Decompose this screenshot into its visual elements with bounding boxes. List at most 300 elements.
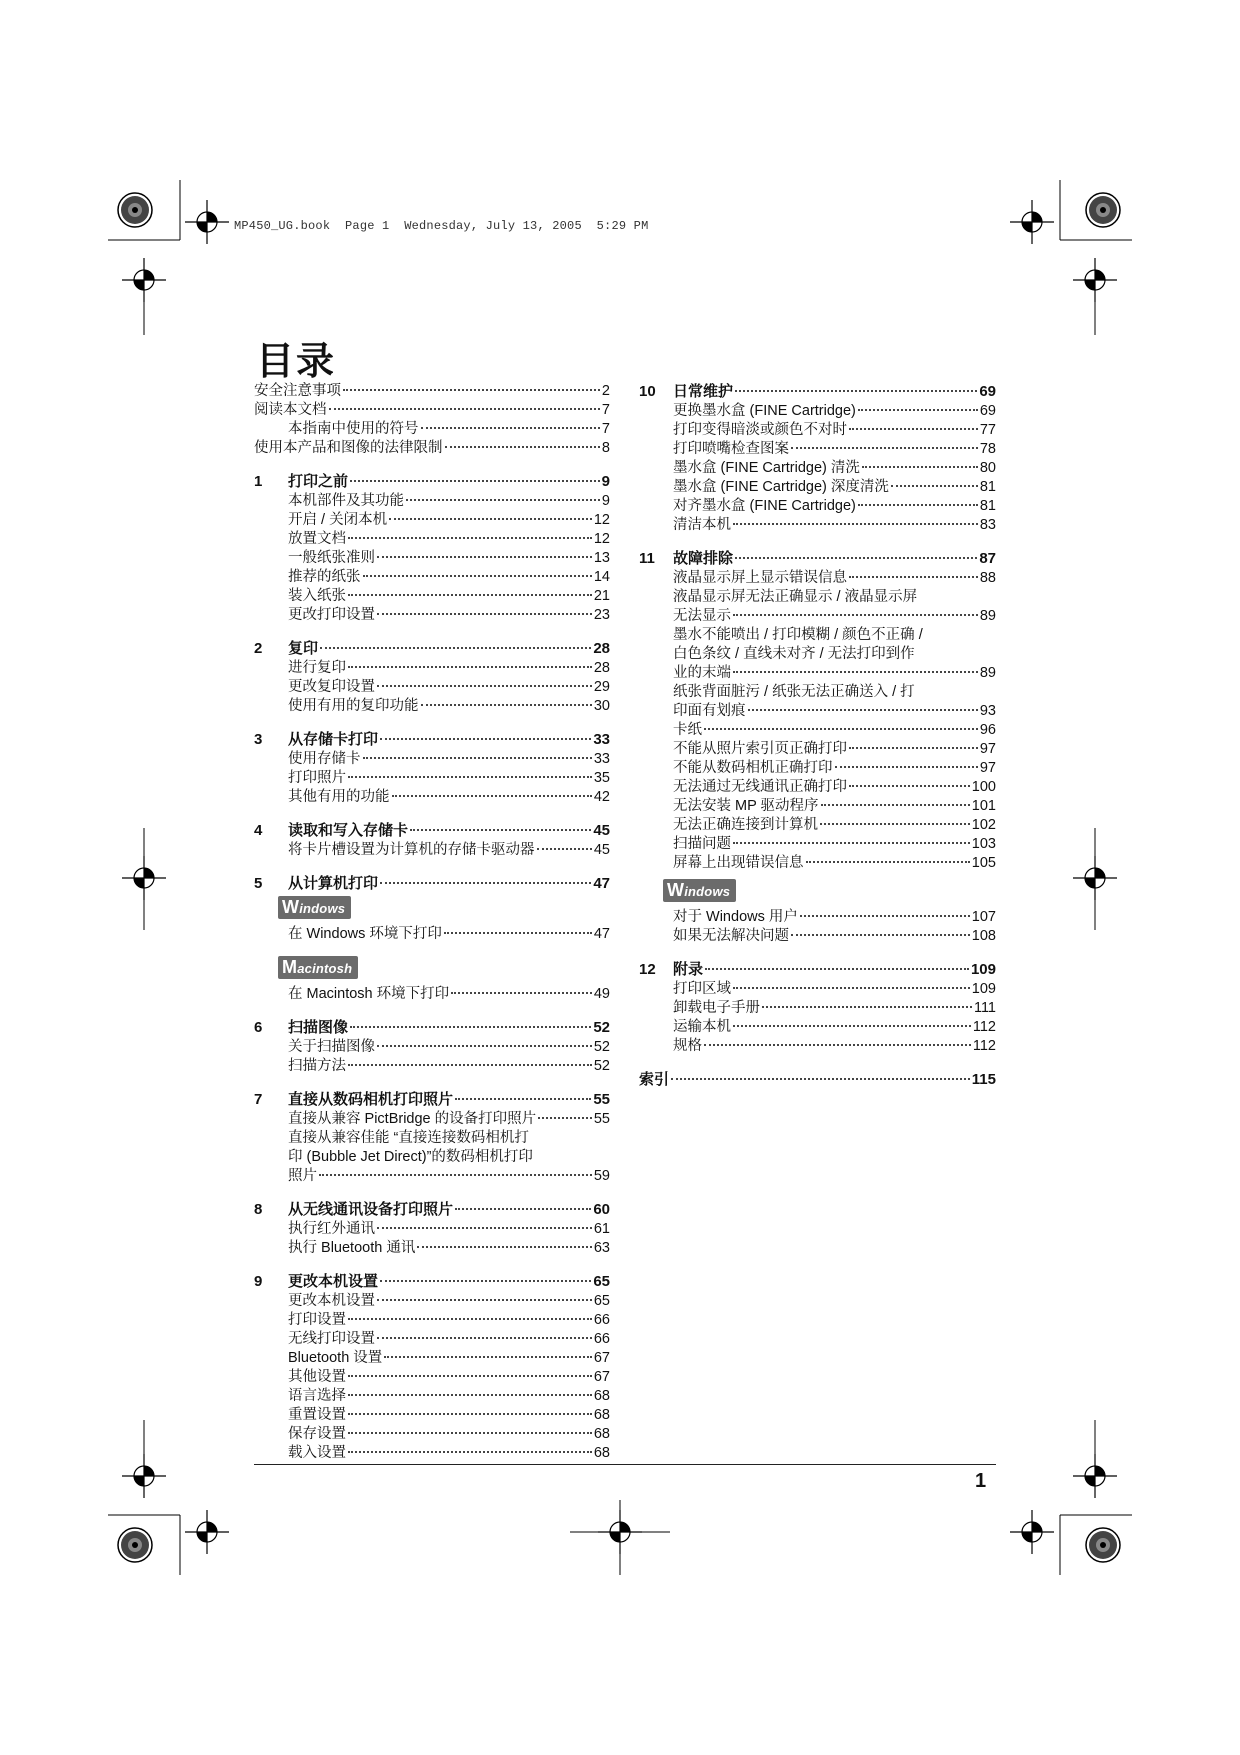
toc-entry[interactable] — [639, 1018, 996, 1037]
page-ref: 21 — [593, 588, 610, 604]
page-ref: 42 — [593, 789, 610, 805]
page-ref: 30 — [593, 698, 610, 714]
toc-entry[interactable] — [639, 497, 996, 516]
toc-chapter-7[interactable]: 7 直接从数码相机打印照片 55 — [254, 1091, 610, 1108]
page-ref: 65 — [593, 1293, 610, 1309]
windows-badge: Windows — [663, 879, 736, 902]
registration-wheel-icon — [118, 1528, 152, 1562]
leader-dots — [858, 504, 978, 506]
leader-dots — [389, 518, 592, 520]
page-ref: 14 — [593, 569, 610, 585]
page-ref: 28 — [593, 640, 610, 657]
entry-label: 无线打印设置 — [288, 1331, 375, 1347]
leader-dots — [791, 447, 978, 449]
leader-dots — [849, 747, 978, 749]
entry-label: 无法安装 MP 驱动程序 — [673, 798, 819, 814]
toc-chapter-6[interactable] — [254, 1018, 610, 1038]
page-ref: 108 — [971, 928, 996, 944]
toc-entry-line: 直接从兼容佳能 “直接连接数码相机打 — [288, 1130, 529, 1146]
toc-entry[interactable] — [639, 459, 996, 478]
page-ref: 7 — [601, 402, 610, 418]
leader-dots — [862, 466, 978, 468]
toc-index[interactable]: 索引 115 — [639, 1071, 996, 1088]
toc-entry[interactable] — [639, 778, 996, 797]
entry-label: 执行红外通讯 — [288, 1221, 375, 1237]
entry-label: 打印区域 — [673, 981, 731, 997]
toc-entry[interactable] — [639, 816, 996, 835]
entry-label: 卡纸 — [673, 722, 702, 738]
toc-entry[interactable] — [254, 1038, 610, 1057]
entry-label: Bluetooth 设置 — [288, 1350, 383, 1366]
toc-right-column — [639, 382, 996, 1090]
entry-label: 对齐墨水盒 (FINE Cartridge) — [673, 498, 856, 514]
leader-dots — [377, 556, 592, 558]
entry-label: 无法通过无线通讯正确打印 — [673, 779, 847, 795]
entry-label: 打印喷嘴检查图案 — [673, 441, 789, 457]
toc-entry[interactable]: 照片 59 — [288, 1168, 610, 1184]
entry-label: 一般纸张准则 — [288, 550, 375, 566]
leader-dots — [348, 1318, 592, 1320]
leader-dots — [380, 1280, 591, 1282]
page-ref: 107 — [971, 909, 996, 925]
page-title: 目录 — [256, 341, 337, 383]
toc-chapter-9[interactable] — [254, 1272, 610, 1292]
toc-entry[interactable] — [254, 1330, 610, 1349]
entry-label: 从无线通讯设备打印照片 — [288, 1201, 454, 1218]
entry-label: 更换墨水盒 (FINE Cartridge) — [673, 403, 856, 419]
leader-dots — [348, 666, 592, 668]
leader-dots — [377, 1337, 592, 1339]
leader-dots — [820, 823, 970, 825]
entry-label: 语言选择 — [288, 1388, 346, 1404]
entry-label: 扫描问题 — [673, 836, 731, 852]
page-ref: 68 — [593, 1445, 610, 1461]
page-ref: 52 — [593, 1058, 610, 1074]
toc-entry[interactable] — [254, 1292, 610, 1311]
toc-entry[interactable]: 直接从兼容 PictBridge 的设备打印照片 55 — [288, 1111, 610, 1127]
entry-label: 其他设置 — [288, 1369, 346, 1385]
toc-chapter-10 — [639, 382, 996, 535]
leader-dots — [377, 1045, 592, 1047]
entry-label: 墨水盒 (FINE Cartridge) 深度清洗 — [673, 479, 889, 495]
leader-dots — [350, 1026, 591, 1028]
entry-label: 如果无法解决问题 — [673, 928, 789, 944]
chapter-number: 9 — [254, 1273, 263, 1290]
toc-entry[interactable] — [639, 478, 996, 497]
entry-label: 开启 / 关闭本机 — [288, 512, 388, 528]
toc-entry[interactable] — [254, 401, 610, 420]
toc-entry[interactable] — [254, 1368, 610, 1387]
toc-entry[interactable] — [254, 1239, 610, 1258]
entry-label: 读取和写入存储卡 — [288, 822, 409, 839]
page-ref: 12 — [593, 531, 610, 547]
page-ref: 13 — [593, 550, 610, 566]
crosshair-icon — [1010, 1510, 1054, 1554]
toc-chapter-5[interactable] — [254, 874, 610, 894]
leader-dots — [455, 1208, 591, 1210]
crosshair-icon — [122, 1454, 166, 1498]
entry-label: 更改本机设置 — [288, 1273, 379, 1290]
toc-entry[interactable] — [254, 1349, 610, 1368]
entry-label: 打印设置 — [288, 1312, 346, 1328]
leader-dots — [849, 428, 978, 430]
leader-dots — [350, 480, 600, 482]
toc-entry[interactable] — [639, 1037, 996, 1056]
entry-label: 不能从数码相机正确打印 — [673, 760, 833, 776]
registration-wheel-icon — [118, 193, 152, 227]
entry-label: 保存设置 — [288, 1426, 346, 1442]
toc-entry[interactable] — [254, 1387, 610, 1406]
leader-dots — [377, 1299, 592, 1301]
leader-dots — [348, 594, 592, 596]
page-ref: 112 — [972, 1019, 996, 1035]
entry-label: 无法正确连接到计算机 — [673, 817, 818, 833]
entry-label: 打印照片 — [288, 770, 346, 786]
leader-dots — [348, 1413, 592, 1415]
leader-dots — [377, 685, 592, 687]
entry-label: 使用存储卡 — [288, 751, 361, 767]
page-number: 1 — [975, 1470, 987, 1492]
toc-entry[interactable] — [254, 697, 610, 716]
toc-chapter-11[interactable]: 11 故障排除 87 — [639, 550, 996, 567]
crosshair-icon — [1073, 1454, 1117, 1498]
toc-chapters-1 — [254, 472, 610, 894]
toc-chapter-12 — [639, 960, 996, 1056]
chapter-number: 3 — [254, 731, 263, 748]
page-ref: 9 — [601, 493, 610, 509]
toc-entry[interactable] — [254, 1311, 610, 1330]
page-ref: 69 — [979, 383, 996, 400]
page-ref: 101 — [971, 798, 996, 814]
page-ref: 45 — [593, 822, 610, 839]
page-ref: 100 — [971, 779, 996, 795]
toc-chapter-4[interactable] — [254, 821, 610, 841]
chapter-number: 1 — [254, 473, 263, 490]
leader-dots — [421, 427, 600, 429]
toc-entry[interactable] — [254, 841, 610, 860]
page-ref: 111 — [973, 1000, 996, 1016]
leader-dots — [762, 1006, 972, 1008]
toc-entry[interactable] — [254, 1425, 610, 1444]
entry-label: 规格 — [673, 1038, 702, 1054]
entry-label: 卸载电子手册 — [673, 1000, 760, 1016]
entry-label: 阅读本文档 — [254, 402, 327, 418]
toc-entry[interactable] — [639, 999, 996, 1018]
toc-entry[interactable] — [254, 788, 610, 807]
page-ref: 68 — [593, 1426, 610, 1442]
page-ref: 60 — [593, 1201, 610, 1218]
toc-entry-line: 纸张背面脏污 / 纸张无法正确送入 / 打 — [673, 684, 915, 700]
page-ref: 67 — [593, 1369, 610, 1385]
leader-dots — [377, 613, 592, 615]
toc-entry[interactable] — [254, 549, 610, 568]
page-ref: 105 — [971, 855, 996, 871]
page-ref: 23 — [593, 607, 610, 623]
leader-dots — [417, 1246, 592, 1248]
toc-entry[interactable] — [254, 1406, 610, 1425]
page-ref: 102 — [971, 817, 996, 833]
toc-entry[interactable] — [639, 835, 996, 854]
leader-dots — [406, 499, 600, 501]
page-ref: 81 — [979, 498, 996, 514]
leader-dots — [835, 766, 978, 768]
toc-entry[interactable]: 业的末端 89 — [673, 665, 996, 681]
page-ref: 2 — [601, 383, 610, 399]
leader-dots — [348, 1451, 592, 1453]
toc-chapter-2[interactable] — [254, 639, 610, 659]
toc-entry[interactable] — [254, 382, 610, 401]
leader-dots — [348, 1432, 592, 1434]
page-ref: 28 — [593, 660, 610, 676]
leader-dots — [377, 1227, 592, 1229]
toc-entry[interactable] — [254, 659, 610, 678]
entry-label: 重置设置 — [288, 1407, 346, 1423]
crosshair-icon — [1073, 258, 1117, 302]
page-ref: 97 — [979, 760, 996, 776]
leader-dots — [733, 987, 970, 989]
leader-dots — [348, 537, 592, 539]
toc-entry[interactable]: 在 Macintosh 环境下打印 49 — [288, 986, 610, 1002]
chapter-number: 6 — [254, 1019, 263, 1036]
toc-chapters-3 — [254, 1200, 610, 1477]
page-ref: 9 — [601, 473, 610, 490]
leader-dots — [733, 842, 970, 844]
entry-label: 本指南中使用的符号 — [288, 421, 419, 437]
page-ref: 66 — [593, 1331, 610, 1347]
page-ref: 78 — [979, 441, 996, 457]
toc-entry[interactable] — [639, 759, 996, 778]
entry-label: 进行复印 — [288, 660, 346, 676]
toc-entry[interactable] — [639, 908, 996, 927]
toc-chapter-10[interactable] — [639, 382, 996, 402]
toc-chapters-2 — [254, 1018, 610, 1090]
page-ref: 109 — [970, 961, 996, 978]
leader-dots — [380, 882, 591, 884]
toc-entry[interactable] — [254, 511, 610, 530]
entry-label: 推荐的纸张 — [288, 569, 361, 585]
page-ref: 66 — [593, 1312, 610, 1328]
entry-label: 安全注意事项 — [254, 383, 341, 399]
entry-label: 清洁本机 — [673, 517, 731, 533]
entry-label: 载入设置 — [288, 1445, 346, 1461]
entry-label: 放置文档 — [288, 531, 346, 547]
leader-dots — [537, 848, 592, 850]
toc-entry[interactable] — [254, 568, 610, 587]
page-ref: 35 — [593, 770, 610, 786]
leader-dots — [849, 785, 970, 787]
chapter-number: 8 — [254, 1201, 263, 1218]
leader-dots — [363, 575, 592, 577]
toc-entry[interactable] — [254, 769, 610, 788]
page-ref: 81 — [979, 479, 996, 495]
toc-entry[interactable] — [639, 516, 996, 535]
leader-dots — [348, 1394, 592, 1396]
entry-label: 使用本产品和图像的法律限制 — [254, 440, 443, 456]
crosshair-icon — [185, 1510, 229, 1554]
toc-chapter-8[interactable] — [254, 1200, 610, 1220]
entry-label: 其他有用的功能 — [288, 789, 390, 805]
entry-label: 日常维护 — [673, 383, 734, 400]
toc-entry[interactable] — [639, 721, 996, 740]
page-ref: 96 — [979, 722, 996, 738]
toc-entry[interactable] — [639, 421, 996, 440]
toc-entry[interactable] — [639, 854, 996, 873]
page-ref: 61 — [593, 1221, 610, 1237]
footer-rule — [254, 1464, 996, 1465]
leader-dots — [348, 1375, 592, 1377]
page-ref: 12 — [593, 512, 610, 528]
toc-entry[interactable] — [254, 587, 610, 606]
entry-label: 使用有用的复印功能 — [288, 698, 419, 714]
entry-label: 不能从照片索引页正确打印 — [673, 741, 847, 757]
page-ref: 80 — [979, 460, 996, 476]
entry-label: 执行 Bluetooth 通讯 — [288, 1240, 416, 1256]
leader-dots — [320, 647, 591, 649]
leader-dots — [421, 704, 592, 706]
toc-entry[interactable]: 无法显示 89 — [673, 608, 996, 624]
page-ref: 103 — [971, 836, 996, 852]
leader-dots — [704, 728, 978, 730]
toc-entry[interactable]: 印面有划痕 93 — [673, 703, 996, 719]
toc-chapter-3[interactable] — [254, 730, 610, 750]
leader-dots — [704, 1044, 971, 1046]
entry-label: 附录 — [673, 961, 704, 978]
page-ref: 33 — [593, 731, 610, 748]
page-ref: 77 — [979, 422, 996, 438]
crosshair-icon — [1010, 200, 1054, 244]
toc-entry[interactable] — [254, 750, 610, 769]
page-ref: 67 — [593, 1350, 610, 1366]
toc-entry[interactable] — [254, 678, 610, 697]
toc-entry-line: 印 (Bubble Jet Direct)”的数码相机打印 — [288, 1149, 533, 1165]
leader-dots — [705, 968, 969, 970]
page-ref: 83 — [979, 517, 996, 533]
page-ref: 109 — [971, 981, 996, 997]
chapter-number: 4 — [254, 822, 263, 839]
page-ref: 69 — [979, 403, 996, 419]
toc-entry-line: 白色条纹 / 直线未对齐 / 无法打印到作 — [673, 646, 915, 662]
toc-entry[interactable] — [254, 530, 610, 549]
toc-left-column — [254, 382, 610, 1477]
page-ref: 52 — [593, 1019, 610, 1036]
toc-entry-line: 液晶显示屏无法正确显示 / 液晶显示屏 — [673, 589, 918, 605]
page-ref: 8 — [601, 440, 610, 456]
page-ref: 112 — [972, 1038, 996, 1054]
leader-dots — [348, 1064, 592, 1066]
toc-entry[interactable] — [254, 492, 610, 511]
entry-label: 从计算机打印 — [288, 875, 379, 892]
entry-label: 屏幕上出现错误信息 — [673, 855, 804, 871]
leader-dots — [858, 409, 978, 411]
toc-entry[interactable] — [254, 420, 610, 439]
windows-badge: Windows — [278, 896, 351, 919]
toc-entry[interactable] — [639, 797, 996, 816]
toc-entry[interactable] — [254, 1444, 610, 1463]
leader-dots — [329, 408, 600, 410]
leader-dots — [384, 1356, 592, 1358]
toc-intro — [254, 382, 610, 458]
toc-entry[interactable] — [639, 927, 996, 946]
toc-entry[interactable] — [639, 440, 996, 459]
entry-label: 关于扫描图像 — [288, 1039, 375, 1055]
entry-label: 将卡片槽设置为计算机的存储卡驱动器 — [288, 842, 535, 858]
entry-label: 运输本机 — [673, 1019, 731, 1035]
entry-label: 墨水盒 (FINE Cartridge) 清洗 — [673, 460, 860, 476]
registration-wheel-icon — [1086, 193, 1120, 227]
chapter-number: 5 — [254, 875, 263, 892]
toc-entry[interactable] — [254, 439, 610, 458]
toc-entry[interactable] — [639, 980, 996, 999]
leader-dots — [380, 738, 591, 740]
entry-label: 复印 — [288, 640, 319, 657]
toc-entry-line: 墨水不能喷出 / 打印模糊 / 颜色不正确 / — [673, 627, 923, 643]
page-ref: 52 — [593, 1039, 610, 1055]
entry-label: 打印变得暗淡或颜色不对时 — [673, 422, 847, 438]
entry-label: 更改复印设置 — [288, 679, 375, 695]
leader-dots — [733, 523, 978, 525]
chapter-number: 12 — [639, 961, 656, 978]
chapter-number: 2 — [254, 640, 263, 657]
entry-label: 装入纸张 — [288, 588, 346, 604]
leader-dots — [445, 446, 600, 448]
page-ref: 45 — [593, 842, 610, 858]
page-ref: 68 — [593, 1407, 610, 1423]
leader-dots — [343, 389, 600, 391]
leader-dots — [891, 485, 978, 487]
toc-chapter-1[interactable] — [254, 472, 610, 492]
toc-entry[interactable] — [254, 606, 610, 625]
toc-entry[interactable] — [254, 1057, 610, 1076]
crosshair-icon — [185, 200, 229, 244]
toc-chapter-12[interactable] — [639, 960, 996, 980]
page-ref: 65 — [593, 1273, 610, 1290]
leader-dots — [410, 829, 591, 831]
entry-label: 本机部件及其功能 — [288, 493, 404, 509]
crosshair-icon — [122, 258, 166, 302]
print-header: MP450_UG.book Page 1 Wednesday, July 13, 2005 5:29 PM — [234, 219, 649, 233]
page-ref: 68 — [593, 1388, 610, 1404]
entry-label: 扫描图像 — [288, 1019, 349, 1036]
toc-entry[interactable]: 液晶显示屏上显示错误信息 88 — [673, 570, 996, 586]
entry-label: 从存储卡打印 — [288, 731, 379, 748]
toc-entry[interactable]: 在 Windows 环境下打印 47 — [288, 926, 610, 942]
leader-dots — [363, 757, 592, 759]
page-ref: 97 — [979, 741, 996, 757]
macintosh-badge: Macintosh — [278, 956, 358, 979]
page-ref: 47 — [593, 875, 610, 892]
leader-dots — [392, 795, 592, 797]
toc-entry[interactable] — [639, 402, 996, 421]
leader-dots — [733, 1025, 971, 1027]
leader-dots — [735, 390, 977, 392]
chapter-number: 10 — [639, 383, 656, 400]
leader-dots — [791, 934, 970, 936]
leader-dots — [806, 861, 970, 863]
registration-wheel-icon — [1086, 1528, 1120, 1562]
page-ref: 63 — [593, 1240, 610, 1256]
toc-entry[interactable] — [639, 740, 996, 759]
entry-label: 对于 Windows 用户 — [673, 909, 798, 925]
leader-dots — [348, 776, 592, 778]
entry-label: 扫描方法 — [288, 1058, 346, 1074]
entry-label: 更改本机设置 — [288, 1293, 375, 1309]
entry-label: 更改打印设置 — [288, 607, 375, 623]
toc-entry[interactable] — [254, 1220, 610, 1239]
leader-dots — [800, 915, 970, 917]
leader-dots — [821, 804, 970, 806]
page-ref: 29 — [593, 679, 610, 695]
page-ref: 33 — [593, 751, 610, 767]
